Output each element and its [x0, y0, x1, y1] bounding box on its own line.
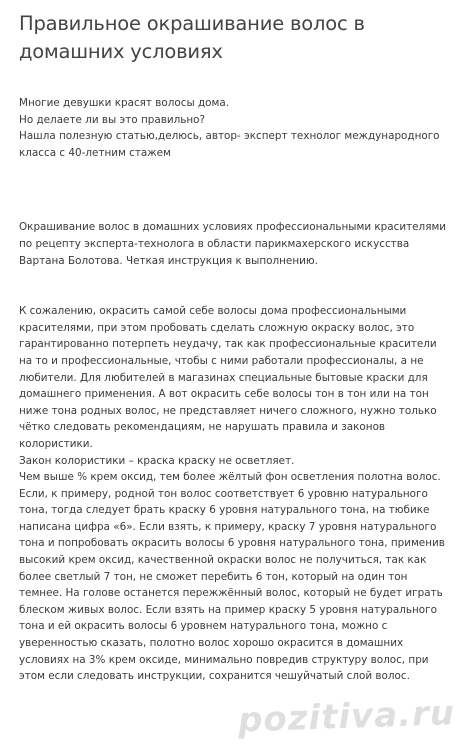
- article-body: К сожалению, окрасить самой себе волосы дома профессиональными красителями, при этом пробовать сделать сложную окраску волос, это гарантированно потерпеть неудачу, так как профессиональные красители на то и профессиональные, чтобы с ними работали профессионалы, а не любители. Для любителей в магазинах специальные бытовые краски для домашнего применения. А вот окрасить себе волосы тон в тон или на тон ниже тона родных волос, не представляет ничего сложного, нужно только чётко следовать рекомендациям, не нарушать правила и законов колористики. Закон колористики – краска краску не осветляет. Чем выше % крем оксид, тем более жёлтый фон осветления полотна волос. Если, к примеру, родной тон волос соответствует 6 уровню натурального тона, тогда следует брать краску 6 уровня натурального тона, на тюбике написана цифра «6». Если взять, к примеру, краску 7 уровня натурального тона и попробовать окрасить волосы 6 уровня натурального тона, применив высокий крем оксид, качественной окраски волос не получиться, так как более светлый 7 тон, не сможет перебить 6 тон, который на один тон темнее. На голове останется пережжённый волос, который не будет играть блеском живых волос. Если взять на пример краску 5 уровня натурального тона и ей окрасить волосы 6 уровнем натурального тона, можно с уверенностью сказать, полотно волос хорошо окрасится в домашних условиях на 3% крем оксиде, минимально повредив структуру волос, при этом если следовать инструкции, сохранится чешуйчатый слой волос.: [19, 305, 445, 683]
- site-watermark: pozitiva.ru: [237, 693, 456, 741]
- article-lead: Окрашивание волос в домашних условиях профессиональными красителями по рецепту эксперта-технолога в области парикмахерского искусства Вартана Болотова. Четкая инструкция к выполнению.: [19, 221, 447, 267]
- article-intro: Многие девушки красят волосы дома. Но делаете ли вы это правильно? Нашла полезную статью,делюсь, автор- эксперт технолог международного класса с 40-летним стажем: [19, 97, 440, 159]
- article-title: Правильное окрашивание волос в домашних условиях: [19, 12, 365, 63]
